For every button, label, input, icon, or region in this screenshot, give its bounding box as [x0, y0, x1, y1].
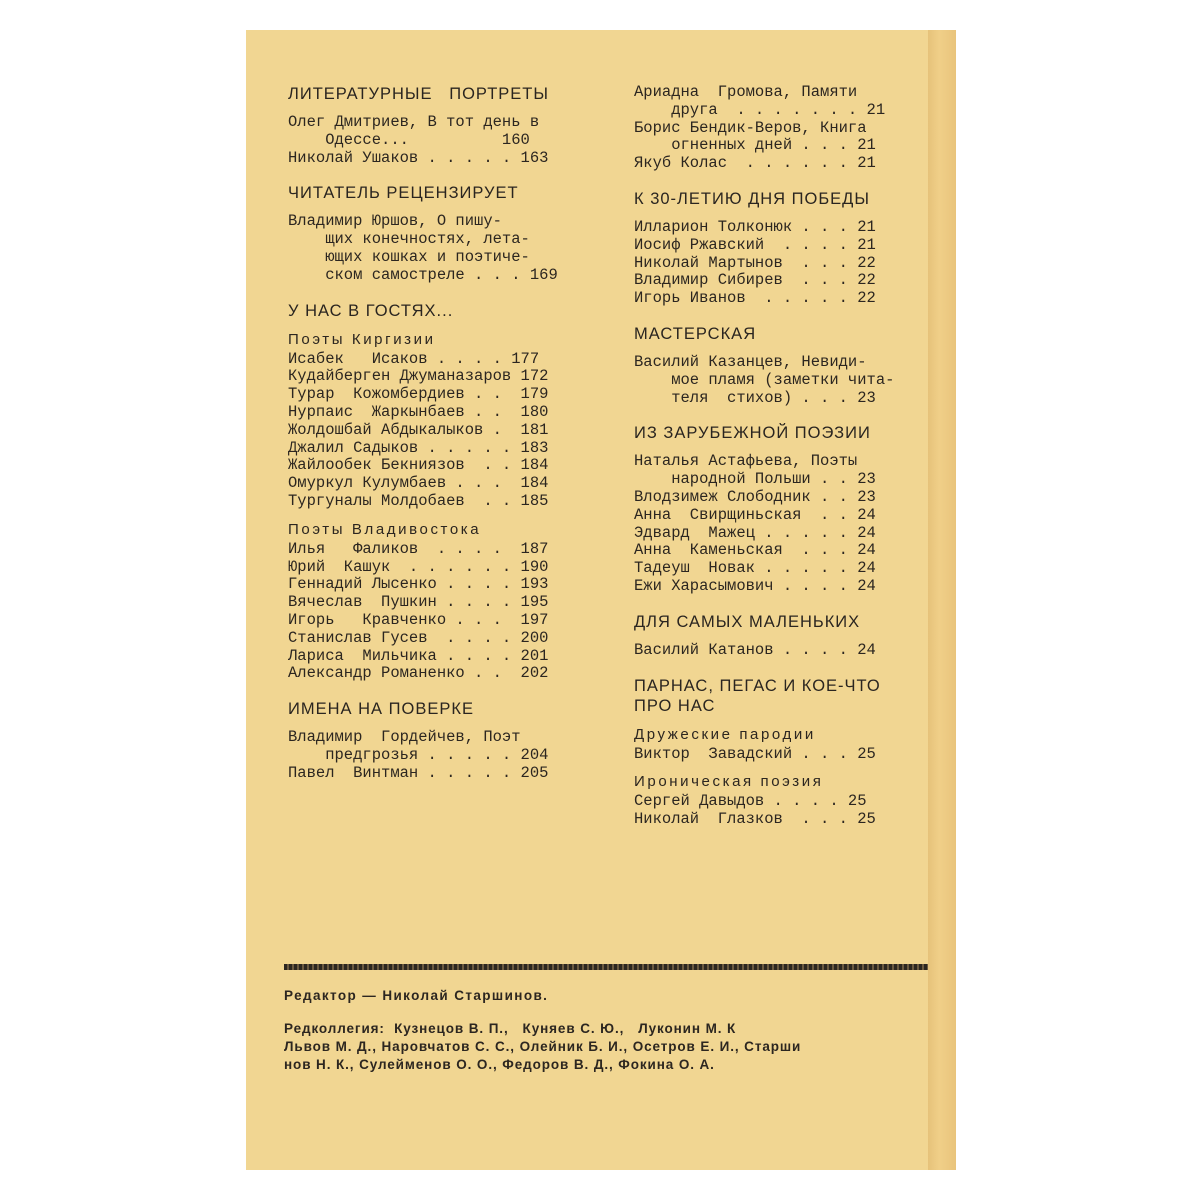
contents-entry: Лариса Мильчика . . . . 201 [288, 646, 549, 665]
contents-entry: Эдвард Мажец . . . . . 24 [634, 523, 876, 542]
contents-entry: Николай Мартынов . . . 22 [634, 253, 876, 272]
contents-entry: Жолдошбай Абдыкалыков . 181 [288, 420, 549, 439]
contents-entry: Олег Дмитриев, В тот день в [288, 113, 540, 131]
subsection-title: Поэты Владивостока [288, 520, 482, 538]
section-title: У НАС В ГОСТЯХ... [288, 301, 454, 320]
editorial-board: Редколлегия: Кузнецов В. П., Куняев С. Ю., Луконин М. К Львов М. Д., Наровчатов С. С., Олейник Б. И., Осетров Е. И., Старши нов Н. К., Сулейменов О. О., Федоров В. Д., Фокина О. А. [284, 1021, 802, 1072]
contents-section [288, 301, 610, 684]
contents-entry: Сергей Давыдов . . . . 25 [634, 792, 867, 811]
contents-entry: ющих кошках и поэтиче- [288, 247, 530, 266]
contents-entry: Василий Катанов . . . . 24 [634, 640, 876, 659]
contents-entry: предгрозья . . . . . 204 [288, 745, 549, 764]
contents-entry: Наталья Астафьева, Поэты [634, 452, 858, 471]
footer-divider [284, 964, 956, 970]
contents-section [288, 84, 610, 167]
contents-entry: щих конечностях, лета- [288, 230, 530, 249]
contents-section [634, 423, 956, 595]
contents-entry: Анна Свирщиньская . . 24 [634, 505, 876, 524]
contents-entry: Вячеслав Пушкин . . . . 195 [288, 593, 549, 612]
contents-entry: Исабек Исаков . . . . 177 [288, 349, 540, 368]
contents-entry: Иосиф Ржавский . . . . 21 [634, 235, 876, 254]
section-title: МАСТЕРСКАЯ [634, 324, 757, 343]
contents-entry: Анна Каменьская . . . 24 [634, 541, 876, 560]
contents-entry: Илларион Толконюк . . . 21 [634, 217, 876, 236]
section-title: ЧИТАТЕЛЬ РЕЦЕНЗИРУЕТ [288, 184, 519, 203]
contents-entry: друга . . . . . . . 21 [634, 100, 886, 119]
contents-entry: Юрий Кашук . . . . . . 190 [288, 557, 549, 576]
contents-entry: Владимир Гордейчев, Поэт [288, 728, 521, 747]
contents-entry: Борис Бендик-Веров, Книга [634, 118, 867, 137]
contents-entry: Виктор Завадский . . . 25 [634, 744, 876, 763]
contents-entry: Александр Романенко . . 202 [288, 664, 549, 683]
contents-entry: Одессе... 160 [288, 130, 530, 149]
contents-section [634, 84, 956, 173]
contents-entry: мое пламя (заметки чита- [634, 370, 895, 389]
subsection [634, 726, 956, 764]
editor-line: Редактор — Николай Старшинов. [284, 988, 549, 1003]
contents-entry: Влодзимеж Слободник . . 23 [634, 487, 876, 506]
contents-entry: Тургуналы Молдобаев . . 185 [288, 491, 549, 510]
contents-entry: теля стихов) . . . 23 [634, 388, 876, 407]
contents-entry: Николай Ушаков . . . . . 163 [288, 148, 549, 167]
contents-entry: Ариадна Громова, Памяти [634, 83, 858, 101]
subsection-title: Ироническая поэзия [634, 773, 824, 791]
section-title: ПАРНАС, ПЕГАС И КОЕ-ЧТО ПРО НАС [634, 676, 881, 715]
subsection [288, 521, 610, 683]
contents-right-column [634, 84, 956, 845]
contents-entry: Якуб Колас . . . . . . 21 [634, 154, 876, 173]
contents-section [634, 324, 956, 407]
contents-entry: Илья Фаликов . . . . 187 [288, 539, 549, 558]
contents-entry: Владимир Юршов, О пишу- [288, 212, 502, 231]
contents-entry: Игорь Иванов . . . . . 22 [634, 289, 876, 308]
contents-section [634, 189, 956, 308]
section-title: ЛИТЕРАТУРНЫЕ ПОРТРЕТЫ [288, 85, 549, 103]
contents-entry: Нурпаис Жаркынбаев . . 180 [288, 402, 549, 421]
subsection-title: Дружеские пародии [634, 725, 816, 743]
subsection-title: Поэты Киргизии [288, 330, 436, 348]
section-title: ИЗ ЗАРУБЕЖНОЙ ПОЭЗИИ [634, 424, 871, 443]
section-title: ДЛЯ САМЫХ МАЛЕНЬКИХ [634, 612, 861, 631]
contents-entry: Жайлообек Бекниязов . . 184 [288, 456, 549, 475]
contents-entry: Геннадий Лысенко . . . . 193 [288, 575, 549, 594]
contents-entry: Игорь Кравченко . . . 197 [288, 610, 549, 629]
contents-entry: Николай Глазков . . . 25 [634, 810, 876, 829]
contents-entry: Турар Кожомбердиев . . 179 [288, 385, 549, 404]
subsection [634, 773, 956, 829]
contents-section [634, 676, 956, 829]
contents-entry: Тадеуш Новак . . . . . 24 [634, 559, 876, 578]
contents-entry: Владимир Сибирев . . . 22 [634, 271, 876, 290]
contents-section [288, 699, 610, 782]
contents-left-column [288, 84, 610, 799]
contents-entry: Станислав Гусев . . . . 200 [288, 628, 549, 647]
contents-section [288, 183, 610, 284]
section-title: ИМЕНА НА ПОВЕРКЕ [288, 700, 474, 719]
contents-entry: народной Польши . . 23 [634, 470, 876, 489]
magazine-page [246, 30, 956, 1170]
section-title: К 30-ЛЕТИЮ ДНЯ ПОБЕДЫ [634, 189, 870, 208]
contents-entry: Омуркул Кулумбаев . . . 184 [288, 474, 549, 493]
contents-entry: Джалил Садыков . . . . . 183 [288, 438, 549, 457]
contents-entry: Павел Винтман . . . . . 205 [288, 763, 549, 782]
subsection [288, 331, 610, 511]
contents-section [634, 612, 956, 660]
contents-entry: огненных дней . . . 21 [634, 136, 876, 155]
contents-entry: Василий Казанцев, Невиди- [634, 352, 867, 371]
contents-entry: ском самостреле . . . 169 [288, 265, 558, 284]
contents-entry: Ежи Харасымович . . . . 24 [634, 576, 876, 595]
contents-entry: Кудайберген Джуманазаров 172 [288, 367, 549, 386]
